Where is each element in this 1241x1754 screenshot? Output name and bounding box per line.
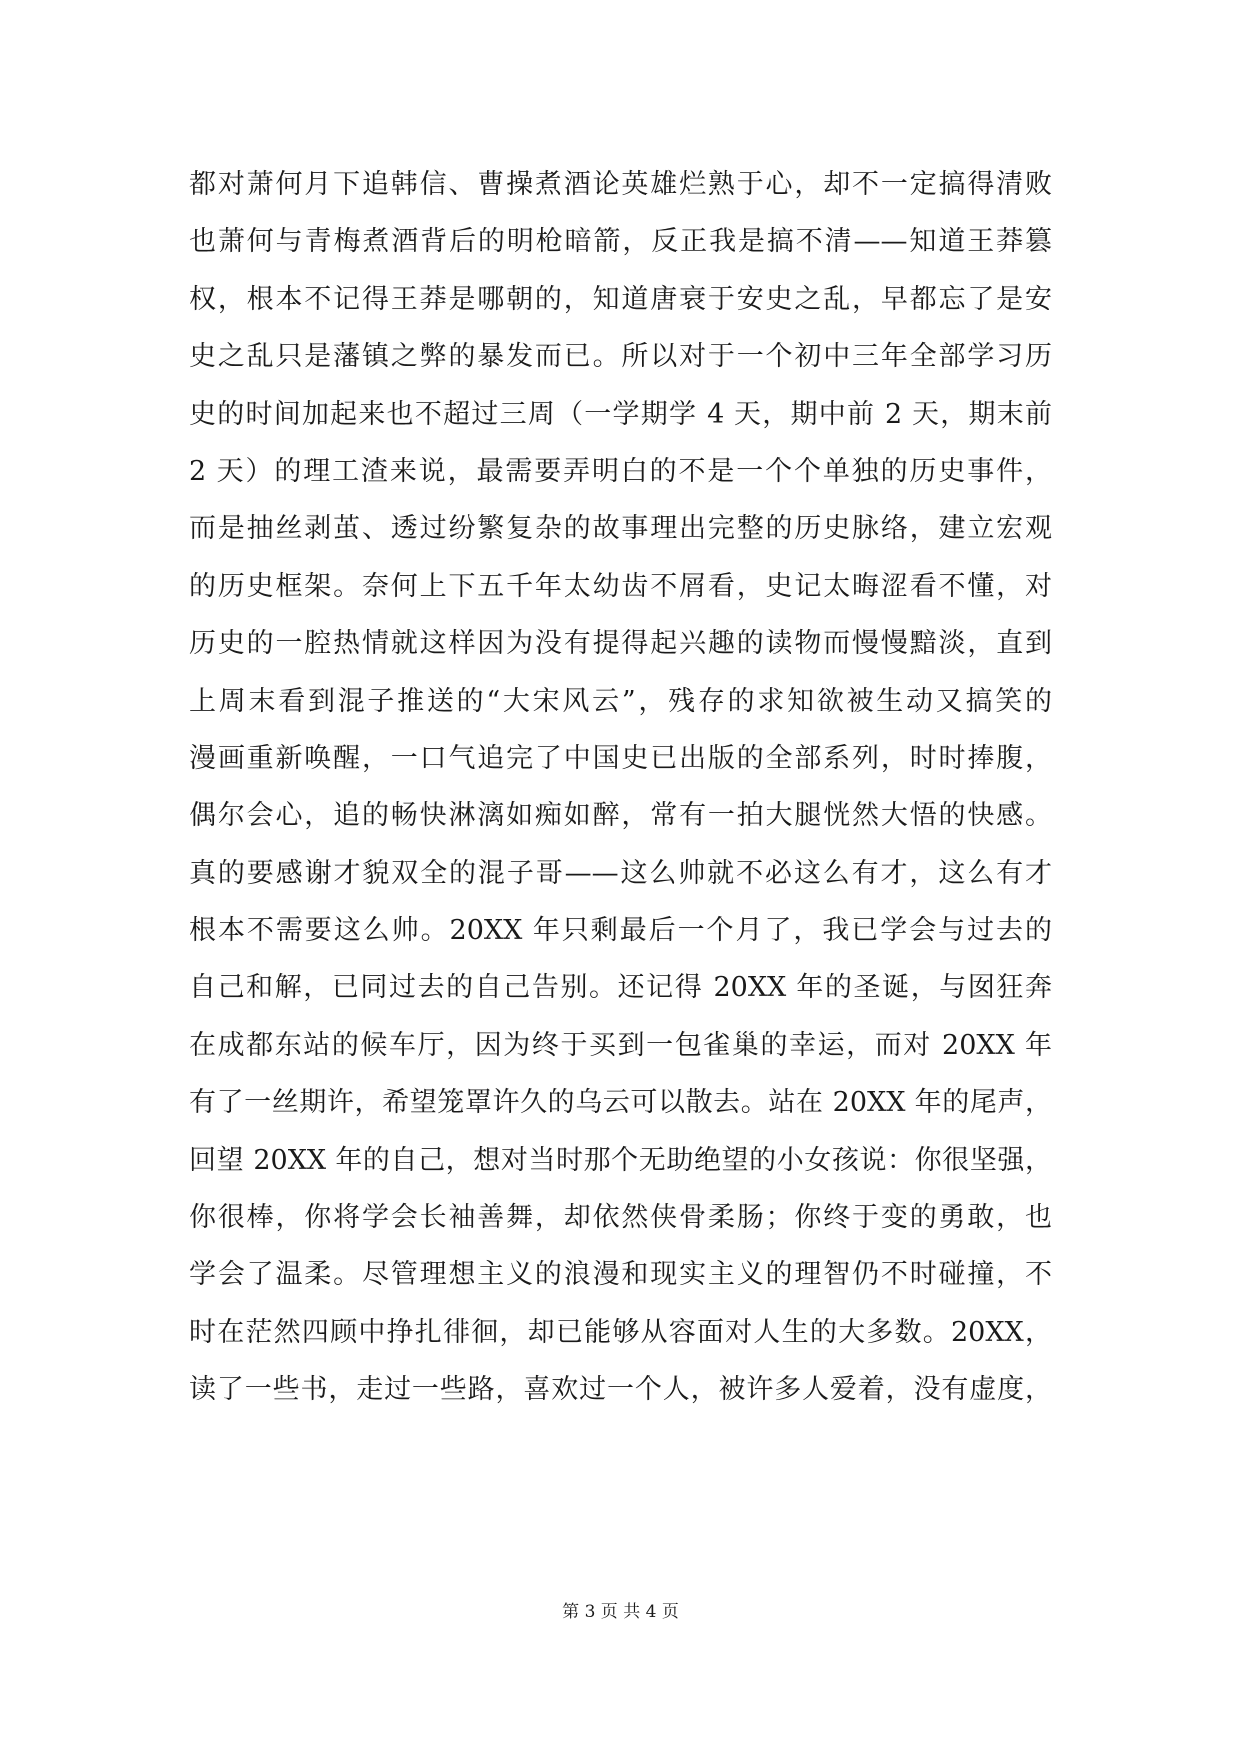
footer-middle: 页 共 <box>600 1602 641 1622</box>
footer-total-pages: 4 <box>645 1602 657 1622</box>
footer-suffix: 页 <box>661 1602 679 1622</box>
footer-current-page: 3 <box>584 1602 596 1622</box>
text-line: 史之乱只是藩镇之弊的暴发而已。所以对于一个初中三年全部学习历 <box>189 341 1052 373</box>
text-line: 权，根本不记得王莽是哪朝的，知道唐衰于安史之乱，早都忘了是安 <box>189 283 1052 315</box>
text-line: 漫画重新唤醒，一口气追完了中国史已出版的全部系列，时时捧腹， <box>189 742 1052 774</box>
footer-prefix: 第 <box>562 1602 580 1622</box>
body-text <box>189 156 1052 1419</box>
text-line: 学会了温柔。尽管理想主义的浪漫和现实主义的理智仍不时碰撞，不 <box>189 1259 1052 1291</box>
text-line: 史的时间加起来也不超过三周（一学期学 4 天，期中前 2 天，期末前 <box>189 398 1052 430</box>
text-line: 根本不需要这么帅。20XX 年只剩最后一个月了，我已学会与过去的 <box>189 915 1052 947</box>
text-line: 读了一些书，走过一些路，喜欢过一个人，被许多人爱着，没有虚度， <box>189 1374 1052 1406</box>
text-line: 时在茫然四顾中挣扎徘徊，却已能够从容面对人生的大多数。20XX， <box>189 1316 1052 1348</box>
text-line: 自己和解，已同过去的自己告别。还记得 20XX 年的圣诞，与囡狂奔 <box>189 972 1052 1004</box>
text-line: 都对萧何月下追韩信、曹操煮酒论英雄烂熟于心，却不一定搞得清败 <box>189 169 1052 200</box>
text-line: 回望 20XX 年的自己，想对当时那个无助绝望的小女孩说：你很坚强， <box>189 1144 1052 1176</box>
text-line: 有了一丝期许，希望笼罩许久的乌云可以散去。站在 20XX 年的尾声， <box>189 1087 1052 1119</box>
text-line: 2 天）的理工渣来说，最需要弄明白的不是一个个单独的历史事件， <box>189 455 1052 487</box>
text-line: 在成都东站的候车厅，因为终于买到一包雀巢的幸运，而对 20XX 年 <box>189 1029 1052 1061</box>
text-line: 上周末看到混子推送的“大宋风云”，残存的求知欲被生动又搞笑的 <box>189 685 1052 717</box>
text-line: 的历史框架。奈何上下五千年太幼齿不屑看，史记太晦涩看不懂，对 <box>189 570 1052 602</box>
page-footer <box>0 1600 1241 1624</box>
text-line: 你很棒，你将学会长袖善舞，却依然侠骨柔肠；你终于变的勇敢，也 <box>189 1202 1052 1234</box>
text-line: 也萧何与青梅煮酒背后的明枪暗箭，反正我是搞不清——知道王莽篡 <box>189 226 1052 258</box>
text-line: 历史的一腔热情就这样因为没有提得起兴趣的读物而慢慢黯淡，直到 <box>189 628 1052 660</box>
text-line: 真的要感谢才貌双全的混子哥——这么帅就不必这么有才，这么有才 <box>189 857 1052 889</box>
text-line: 偶尔会心，追的畅快淋漓如痴如醉，常有一拍大腿恍然大悟的快感。 <box>189 800 1052 832</box>
text-line: 而是抽丝剥茧、透过纷繁复杂的故事理出完整的历史脉络，建立宏观 <box>189 513 1052 545</box>
